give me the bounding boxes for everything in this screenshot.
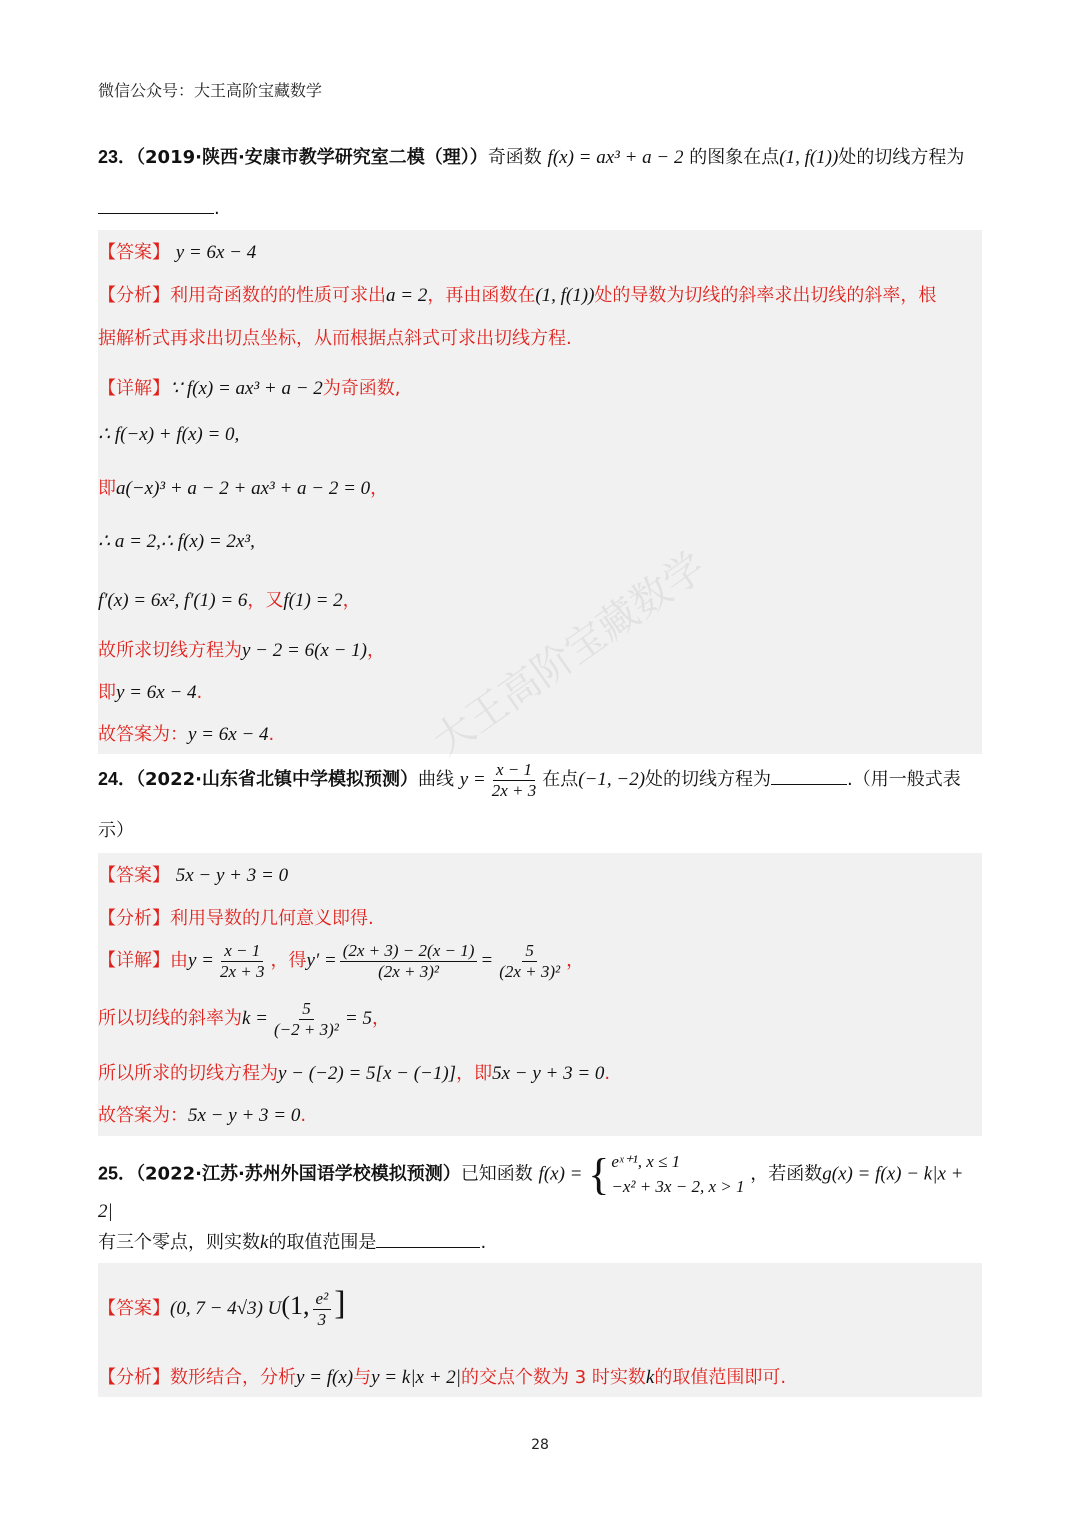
analysis-line [98,324,572,350]
answer-value: (0, 7 − 4√3) U [170,1298,282,1319]
answer-blank [771,766,847,785]
answer-tag: 【答案】 [98,1298,170,1319]
fraction [496,941,563,981]
fraction [340,941,478,981]
detail-text: . [268,724,275,745]
detail-text: 故答案为： [98,724,188,745]
fraction-denominator: 3 [317,1309,327,1329]
detail-line [98,636,385,662]
question-text: .（用一般式表 [847,769,961,791]
analysis-line [98,281,936,307]
formula: y = f(x) [296,1367,354,1388]
detail-text: 由 [170,950,188,972]
answer-blank [376,1229,480,1248]
formula: (−1, −2) [578,769,646,791]
fraction-numerator: x − 1 [221,941,263,962]
analysis-text: 的交点个数为 3 时实数 [461,1367,646,1388]
question-24-cont [98,818,982,843]
formula: y = 6x − 4 [188,724,269,745]
brace-icon: { [588,1149,610,1199]
detail-text: 所以切线的斜率为 [98,1008,242,1030]
detail-text: . [196,682,203,703]
analysis-text: 利用导数的几何意义即得. [170,908,374,929]
question-24 [98,760,982,800]
fraction-numerator: (2x + 3) − 2(x − 1) [340,941,478,962]
analysis-text: ，再由函数在 [427,285,536,306]
fraction [313,1289,332,1329]
analysis-text: 据解析式再求出切点坐标，从而根据点斜式可求出切线方程. [98,328,572,349]
formula: k = [242,1008,269,1030]
analysis-line [98,904,374,930]
formula: k [260,1232,269,1253]
question-text: 奇函数 [487,147,542,168]
question-25-cont [98,1229,982,1257]
formula: (1, f(1)) [535,285,595,306]
detail-line [98,423,239,446]
solution-box-24 [98,853,982,1136]
formula: f(x) = [538,1163,583,1185]
formula: y − 2 = 6(x − 1) [242,640,367,661]
detail-line [98,941,584,981]
detail-text: ，又 [247,590,284,611]
fraction-denominator: 2x + 3 [491,780,537,800]
question-text: 有三个零点，则实数 [98,1232,260,1253]
case-line: −x² + 3x − 2, x > 1 [611,1176,745,1196]
answer-tag: 【答案】 [98,242,170,263]
detail-line [98,474,388,500]
question-text: 处的切线方程为 [838,147,965,168]
detail-line [98,720,274,746]
answer-value: y = 6x − 4 [175,242,257,263]
fraction [489,760,540,800]
formula: y = 6x − 4 [116,682,197,703]
formula: 5x − y + 3 = 0 [188,1105,301,1126]
detail-line [98,1059,610,1085]
answer-blank-line [98,195,982,221]
formula: a = 2 [386,285,428,306]
answer-line [98,861,288,887]
answer-line [98,1285,346,1329]
detail-text: ， [366,640,385,661]
analysis-text: 的取值范围即可. [654,1367,787,1388]
piecewise-function [588,1150,744,1199]
question-23 [98,145,982,172]
fraction-denominator: (−2 + 3)² [274,1019,339,1039]
formula: = [480,950,494,972]
analysis-text: 与 [353,1367,372,1388]
analysis-tag: 【分析】 [98,1367,170,1388]
detail-text: ， [370,478,389,499]
question-text: 处的切线方程为 [645,769,772,791]
formula: f′(x) = 6x², f′(1) = 6 [98,590,248,611]
question-text: . [480,1232,487,1253]
analysis-line [98,1363,786,1389]
formula: (1, f(1)) [779,147,839,168]
formula: y = [188,950,215,972]
detail-text: 故答案为： [98,1105,188,1126]
formula: a(−x)³ + a − 2 + ax³ + a − 2 = 0 [116,478,371,499]
question-text: 的取值范围是 [268,1232,377,1253]
question-25 [98,1150,982,1226]
formula: ∴ a = 2,∴ f(x) = 2x³, [98,531,255,552]
question-number: 23． [98,147,137,167]
detail-line [98,530,255,553]
formula: f(1) = 2 [283,590,343,611]
question-text: 示） [98,820,134,841]
solution-box-23 [98,230,982,754]
detail-text: ， [342,590,361,611]
page-number: 28 [531,1437,549,1453]
formula: y − (−2) = 5[x − (−1)] [278,1063,457,1084]
question-text: 的图象在点 [689,147,780,168]
detail-line [98,1101,306,1127]
case-line: eˣ⁺¹, x ≤ 1 [611,1152,681,1171]
detail-text: 即 [98,682,116,703]
formula: (1, [281,1291,310,1320]
formula: y = [459,769,486,791]
fraction-numerator: 5 [522,941,537,962]
formula: k [645,1367,655,1388]
detail-text: ， [371,1008,390,1030]
question-text: . [214,198,220,219]
question-number: 25． [98,1163,137,1184]
fraction-numerator: x − 1 [493,760,535,781]
formula: = 5 [344,1008,372,1030]
detail-line [98,999,390,1039]
fraction-numerator: 5 [299,999,314,1020]
detail-line [98,678,202,704]
detail-text: . [604,1063,611,1084]
fraction-denominator: 2x + 3 [220,961,265,981]
detail-text: . [300,1105,307,1126]
analysis-text: 数形结合，分析 [170,1367,296,1388]
question-number: 24． [98,769,137,790]
formula: y′ = [306,950,337,972]
answer-blank [98,195,214,214]
analysis-text: 处的导数为切线的斜率求出切线的斜率，根 [594,285,937,306]
formula: ] [334,1285,346,1322]
detail-line [98,374,401,400]
formula: ∵ f(x) = ax³ + a − 2 [170,378,323,399]
answer-tag: 【答案】 [98,865,170,886]
detail-text: ，得 [270,950,307,972]
analysis-tag: 【分析】 [98,285,170,306]
fraction [271,999,342,1039]
answer-line [98,238,256,264]
question-text: 已知函数 [460,1163,533,1185]
fraction-denominator: (2x + 3)² [378,961,440,981]
analysis-text: 利用奇函数的的性质可求出 [170,285,386,306]
formula: y = k|x + 2| [371,1367,462,1388]
detail-text: 故所求切线方程为 [98,640,242,661]
detail-line [98,586,361,612]
solution-box-25 [98,1263,982,1397]
question-text: ，若函数 [750,1163,823,1185]
detail-text: 即 [98,478,116,499]
fraction-denominator: (2x + 3)² [499,961,561,981]
page-header: 微信公众号：大王高阶宝藏数学 [98,81,323,100]
detail-text: ， [566,950,585,972]
formula: g(x) = f(x) − k|x + 2| [98,1163,964,1223]
detail-tag: 【详解】 [98,378,170,399]
detail-text: ，即 [456,1063,493,1084]
question-source: （2022·山东省北镇中学模拟预测） [136,769,418,791]
formula: f(x) = ax³ + a − 2 [547,147,684,168]
analysis-tag: 【分析】 [98,908,170,929]
detail-text: 所以所求的切线方程为 [98,1063,278,1084]
question-text: 曲线 [417,769,454,791]
question-text: 在点 [542,769,579,791]
detail-text: 为奇函数, [322,378,401,399]
question-source: （2022·江苏·苏州外国语学校模拟预测） [136,1163,461,1185]
fraction [217,941,268,981]
question-source: （2019·陕西·安康市教学研究室二模（理）） [136,147,488,168]
answer-value: 5x − y + 3 = 0 [175,865,289,886]
detail-tag: 【详解】 [98,950,170,972]
formula: 5x − y + 3 = 0 [492,1063,605,1084]
formula: ∴ f(−x) + f(x) = 0, [98,424,240,445]
fraction-numerator: e² [313,1289,332,1310]
